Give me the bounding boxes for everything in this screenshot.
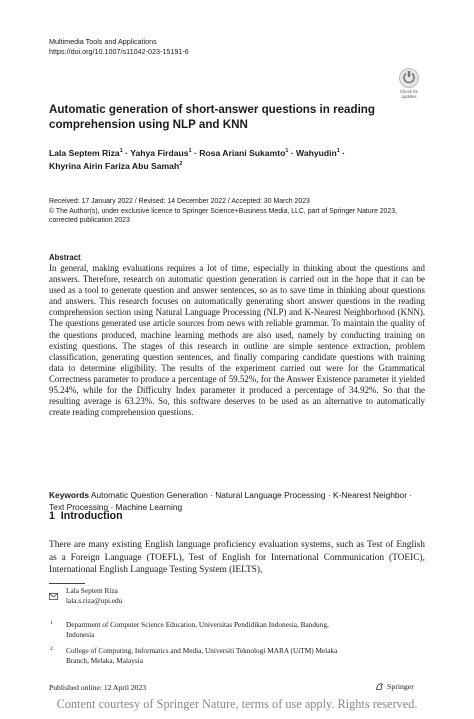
article-history [49,197,429,226]
author-name[interactable]: Yahya Firdaus [130,148,189,158]
author-name[interactable]: Rosa Ariani Sukamto [199,148,286,158]
author-affiliation: 2 [179,160,183,167]
doi-link[interactable]: https://doi.org/10.1007/s11042-023-15191-6 [49,46,189,56]
publisher-name: Springer [387,682,414,691]
affiliation-line: College of Computing, Informatics and Media, Universiti Teknologi MARA (UiTM) Melaka [66,646,338,655]
published-online-date: Published online: 12 April 2023 [49,683,147,692]
contact-name: Lala Septem Riza [66,586,118,595]
title-line-1: Automatic generation of short-answer questions in reading [49,103,375,116]
author-name[interactable]: Lala Septem Riza [49,148,120,158]
keywords-list: Automatic Question Generation · Natural Language Processing · K-Nearest Neighbor · Text Processing · Machine Learning [49,490,413,512]
author-affiliation: 1 [285,148,289,155]
paper-title [49,103,389,132]
author-name[interactable]: Khyrina Airin Fariza Abu Samah [49,160,180,171]
author-affiliation: 1 [188,148,192,155]
corresponding-author [66,586,122,605]
keywords-label: Keywords [49,490,90,500]
correction-line: corrected publication 2023 [49,217,130,225]
copyright-line: © The Author(s), under exclusive licence to Springer Science+Business Media, LLC, part of Springer Nature 2023, [49,207,397,215]
author-list: Lala Septem Riza$^1$ · Yahya Firdaus$^1$ · Rosa Ariani Sukamto$^1$ · Wahyudin$^1$ · Khyrina Airin Fariza Abu Samah$^2$ [49,148,346,171]
section-number: 1 [49,510,55,522]
envelope-icon [49,587,58,594]
check-updates-icon [399,68,419,88]
affiliation-footnote [50,646,386,665]
journal-name: Multimedia Tools and Applications [49,37,157,46]
footnote-number: 2 [50,646,53,652]
footnote-rule [49,583,85,584]
affiliation-footnote [50,620,386,639]
section-title: Introduction [60,510,123,522]
footnote-number: 1 [50,620,53,626]
section-heading-introduction [49,510,123,522]
abstract-body: In general, making evaluations requires a lot of time, especially in thinking about the questions and answers. Therefore, research on automatic question generation is carried out in the hope that it can be used as a tool to generate question and answer sentences, so as to save time in thinking about questions and answers. This research focuses on automatically generating short answer questions in the reading comprehension section using Natural Language Processing (NLP) and K-Nearest Neighborhood (KNN). The questions generated use article sources from news with reliable grammar. To maintain the quality of the questions produced, machine learning methods are also used, namely by conducting training on existing questions. The stages of this research in outline are simple sentence extraction, problem classification, generating question sentences, and finally comparing candidate questions with training data to determine eligibility. The results of the experiment carried out were for the Grammatical Correctness parameter to produce a percentage of 59.52%, for the Answer Existence parameter it yielded 95.24%, while for the Difficulty Index parameter it produced a percentage of 34.92%. So that the resulting average is 63.23%. So, this software deserves to be used as an alternative to automatically create reading comprehension questions. [49,263,425,418]
title-line-2: comprehension using NLP and KNN [49,117,248,131]
author-name[interactable]: Wahyudin [296,148,337,158]
author-affiliation: 1 [336,148,340,155]
affiliation-line: Department of Computer Science Education, Universitas Pendidikan Indonesia, Bandung, [66,620,329,629]
abstract-heading: Abstract [49,253,81,262]
introduction-body: There are many existing English language proficiency evaluation systems, such as Test of English as a Foreign Language (TOEFL), Test of English for International Communication (TOEIC), International English Language Testing System (IELTS), [49,540,425,576]
contact-email[interactable]: lala.s.riza@upi.edu [66,595,123,605]
springer-horse-icon [375,682,384,691]
author-affiliation: 1 [119,148,123,155]
check-for-updates-badge[interactable] [394,68,424,102]
affiliation-line: Branch, Melaka, Malaysia [66,655,143,665]
publisher-logo [375,682,414,691]
courtesy-watermark: Content courtesy of Springer Nature, terms of use apply. Rights reserved. [56,697,418,711]
journal-header [49,37,189,56]
check-updates-label: Check for updates [400,89,418,99]
dates-line: Received: 17 January 2022 / Revised: 14 December 2022 / Accepted: 30 March 2023 [49,198,310,205]
affiliation-line: Indonesia [66,629,95,639]
